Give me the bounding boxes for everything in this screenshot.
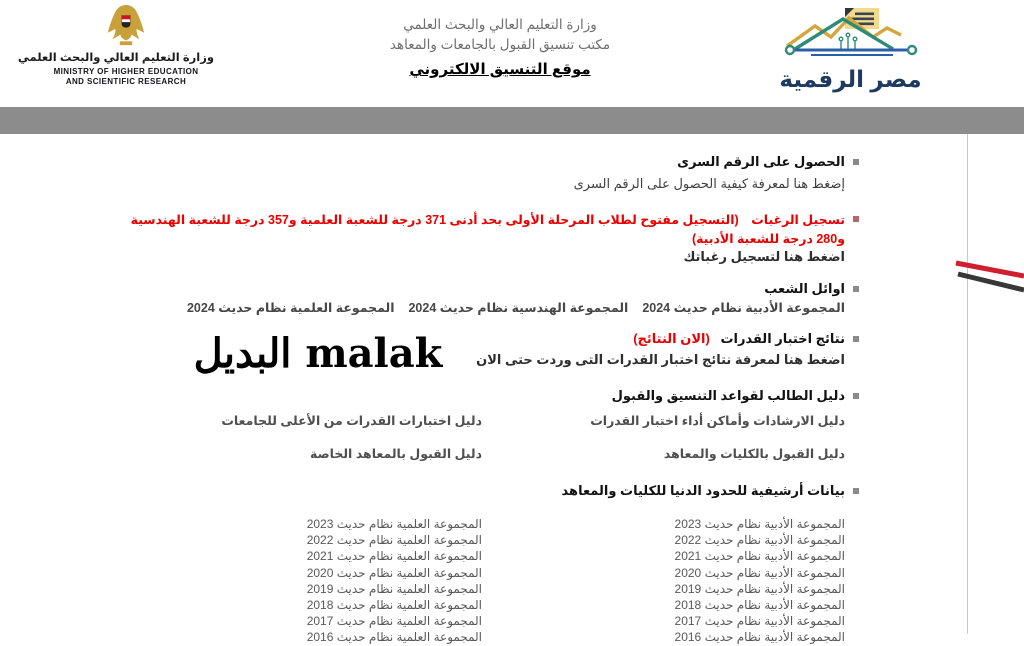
bullet-square-icon — [853, 286, 859, 292]
ministry-english-name: MINISTRY OF HIGHER EDUCATION AND SCIENTIFIC RESEARCH — [53, 67, 199, 86]
archive-link[interactable]: المجموعة الأدبية نظام حديث 2019 — [674, 581, 845, 596]
archive-link[interactable]: المجموعة العلمية نظام حديث 2021 — [306, 549, 482, 564]
archive-link[interactable]: المجموعة الأدبية نظام حديث 2021 — [674, 549, 845, 564]
site-home-link[interactable]: موقع التنسيق الالكتروني — [409, 61, 591, 78]
main-content — [100, 0, 845, 645]
bullet-square-icon — [853, 216, 859, 222]
abilities-status-badge: (الان النتائج) — [633, 331, 710, 346]
archive-link[interactable]: المجموعة الأدبية نظام حديث 2018 — [674, 598, 845, 613]
ministry-calligraphy: وزارة التعليم العالي والبحث العلمي — [17, 52, 214, 64]
guides-links-grid — [185, 413, 845, 479]
section-wishes-notice — [103, 211, 845, 249]
content-right-border — [967, 134, 968, 634]
wishes-notice-line2: و280 درجة للشعبة الأدبية) — [691, 232, 845, 246]
top-students-link-handasia-2024[interactable]: المجموعة الهندسية نظام حديث 2024 — [408, 301, 629, 315]
watermark-text: malak البديل — [193, 330, 443, 377]
wishes-notice-line1: (التسجيل مفتوح لطلاب المرحلة الأولى بحد أدنى 371 درجة للشعبة العلمية و357 درجة للشعبة الهندسية — [130, 213, 739, 227]
bullet-square-icon — [853, 159, 859, 165]
guide-link[interactable]: دليل القبول بالمعاهد الخاصة — [310, 447, 482, 461]
section-abilities-title: نتائج اختبار القدرات (الان النتائج) — [633, 331, 845, 347]
top-students-links-row — [187, 300, 845, 315]
guide-link[interactable]: دليل القبول بالكليات والمعاهد — [663, 447, 845, 461]
archive-link[interactable]: المجموعة العلمية نظام حديث 2020 — [306, 565, 482, 580]
top-students-link-elmia-2024[interactable]: المجموعة العلمية نظام حديث 2024 — [186, 301, 395, 315]
secret-number-link[interactable]: إضغط هنا لمعرفة كيفية الحصول على الرقم السرى — [573, 176, 845, 191]
archive-link[interactable]: المجموعة الأدبية نظام حديث 2016 — [674, 630, 845, 645]
guide-link[interactable]: دليل اختبارات القدرات من الأعلى للجامعات — [221, 414, 482, 428]
section-top-students-title: اوائل الشعب — [764, 281, 845, 297]
ministry-name-text: وزارة التعليم العالي والبحث العلمي — [403, 17, 597, 32]
archive-link[interactable]: المجموعة العلمية نظام حديث 2016 — [306, 630, 482, 645]
archive-link[interactable]: المجموعة العلمية نظام حديث 2023 — [306, 517, 482, 531]
archive-link[interactable]: المجموعة الأدبية نظام حديث 2023 — [674, 517, 845, 531]
wishes-title: تسجيل الرغبات — [751, 213, 845, 227]
archive-link[interactable]: المجموعة الأدبية نظام حديث 2022 — [674, 533, 845, 548]
office-name-text: مكتب تنسيق القبول بالجامعات والمعاهد — [389, 37, 611, 52]
section-archive-title: بيانات أرشيفية للحدود الدنيا للكليات والمعاهد — [562, 483, 845, 499]
wishes-register-link[interactable]: اضغط هنا لتسجيل رغباتك — [683, 249, 845, 264]
archive-link[interactable]: المجموعة العلمية نظام حديث 2022 — [306, 533, 482, 548]
digital-egypt-label: مصر الرقمية — [779, 66, 922, 92]
bullet-square-icon — [853, 336, 859, 342]
section-secret-number-title: الحصول على الرقم السرى — [677, 154, 845, 170]
archive-links-grid — [185, 516, 845, 646]
bullet-square-icon — [853, 488, 859, 494]
abilities-results-link[interactable]: اضغط هنا لمعرفة نتائج اختبار القدرات التى وردت حتى الان — [476, 352, 845, 367]
archive-link[interactable]: المجموعة العلمية نظام حديث 2018 — [306, 598, 482, 613]
archive-link[interactable]: المجموعة الأدبية نظام حديث 2017 — [674, 614, 845, 629]
archive-link[interactable]: المجموعة العلمية نظام حديث 2019 — [306, 581, 482, 596]
top-students-link-adabi-2024[interactable]: المجموعة الأدبية نظام حديث 2024 — [642, 301, 845, 315]
guide-link[interactable]: دليل الارشادات وأماكن أداء اختبار القدرات — [590, 414, 845, 428]
flag-stripes-decoration — [952, 252, 1024, 298]
bullet-square-icon — [853, 393, 859, 399]
archive-link[interactable]: المجموعة الأدبية نظام حديث 2020 — [674, 565, 845, 580]
section-guides-title: دليل الطالب لقواعد التنسيق والقبول — [612, 388, 845, 404]
archive-link[interactable]: المجموعة العلمية نظام حديث 2017 — [306, 614, 482, 629]
